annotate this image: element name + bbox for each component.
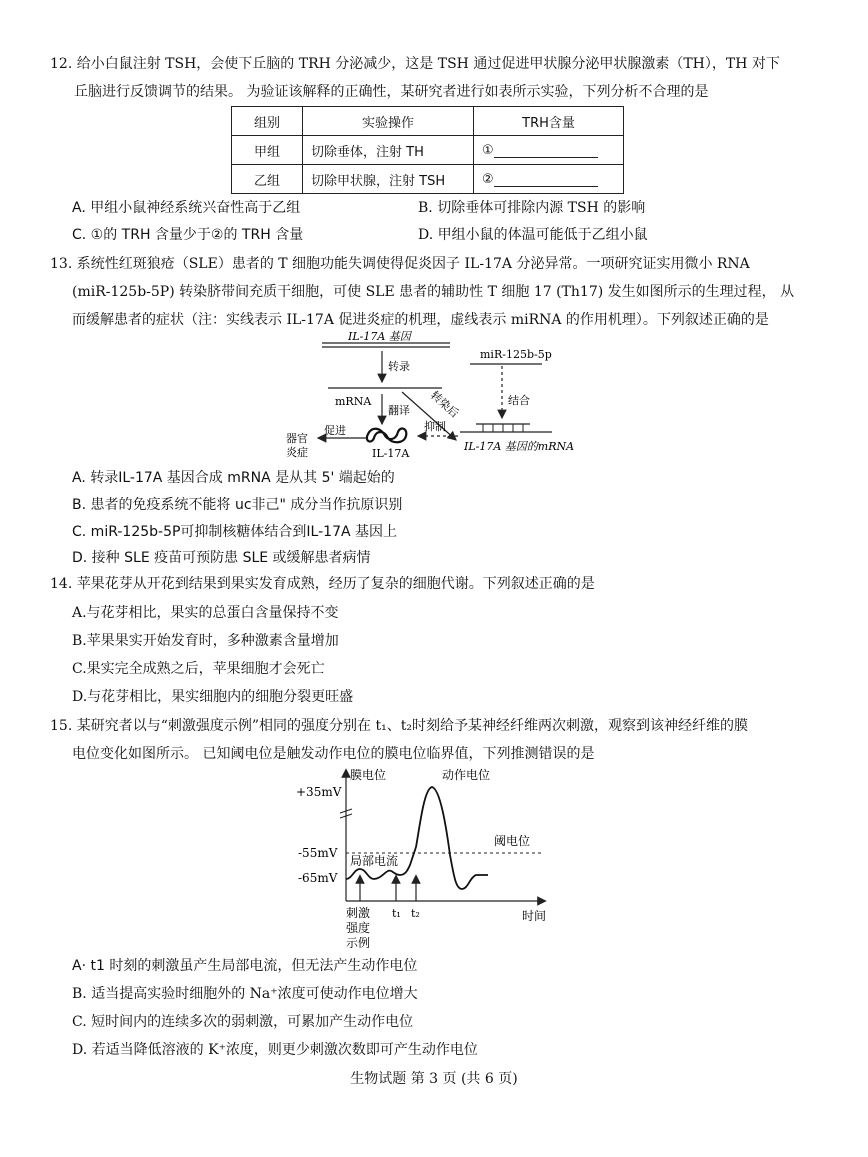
table-cell-operation: 切除垂体，注射 TH xyxy=(303,136,474,165)
q15-stem-line2: 电位变化如图所示。 已知阈电位是触发动作电位的膜电位临界值，下列推测错误的是 xyxy=(72,746,595,762)
table-cell-trh xyxy=(474,136,624,165)
q12-experiment-table xyxy=(231,106,624,194)
q13-stem-line2: (miR-125b-5P) 转染脐带间充质干细胞，可使 SLE 患者的辅助性 T 细胞 17 (Th17) 发生如图所示的生理过程， 从 xyxy=(72,284,795,300)
target-mrna-label: IL-17A 基因的mRNA xyxy=(464,440,575,453)
gene-label: IL-17A 基因 xyxy=(348,330,411,343)
t1-label: t₁ xyxy=(392,907,401,920)
table-cell-operation: 切除甲状腺，注射 TSH xyxy=(303,165,474,194)
stimulus-label-line2: 强度 xyxy=(346,921,371,935)
table-header-operation: 实验操作 xyxy=(303,107,474,136)
tick-label-minus55mv: -55mV xyxy=(298,846,338,860)
mirna-label: miR-125b-5p xyxy=(480,348,552,361)
action-potential-label: 动作电位 xyxy=(442,768,491,782)
q12-stem-line1: 12. 给小白鼠注射 TSH，会使下丘脑的 TRH 分泌减少，这是 TSH 通过促进甲状腺分泌甲状腺激素（TH），TH 对下 xyxy=(50,56,780,72)
page-footer: 生物试题 第 3 页 (共 6 页) xyxy=(350,1071,518,1087)
q12-option-a: A. 甲组小鼠神经系统兴奋性高于乙组 xyxy=(72,200,301,216)
q12-option-b: B. 切除垂体可排除内源 TSH 的影响 xyxy=(418,200,646,216)
il17a-protein-shape xyxy=(367,429,406,443)
inhibit-label: 抑制 xyxy=(424,420,446,433)
answer-blank xyxy=(494,143,598,158)
y-axis-label: 膜电位 xyxy=(350,768,387,782)
q13-option-b: B. 患者的免疫系统不能将 uc非己" 成分当作抗原识别 xyxy=(72,497,403,513)
q15-option-b: B. 适当提高实验时细胞外的 Na⁺浓度可使动作电位增大 xyxy=(72,986,418,1002)
q13-option-c: C. miR-125b-5P可抑制核糖体结合到IL-17A 基因上 xyxy=(72,524,398,540)
q12-stem-line2: 丘脑进行反馈调节的结果。 为验证该解释的正确性，某研究者进行如表所示实验，下列分析不合理的是 xyxy=(74,84,709,100)
membrane-potential-curve xyxy=(346,787,488,889)
protein-label: IL-17A xyxy=(372,447,410,460)
q14-option-b: B.苹果果实开始发育时，多种激素含量增加 xyxy=(72,633,339,649)
q15-option-c: C. 短时间内的连续多次的弱刺激，可累加产生动作电位 xyxy=(72,1014,414,1030)
q13-option-d: D. 接种 SLE 疫苗可预防患 SLE 或缓解患者病情 xyxy=(72,550,371,566)
q15-stem-line1: 15. 某研究者以与“刺激强度示例”相同的强度分别在 t₁、t₂时刻给予某神经纤维两次刺激，观察到该神经纤维的膜 xyxy=(50,718,748,734)
table-header-row xyxy=(232,107,624,136)
translate-label: 翻译 xyxy=(388,404,410,417)
bind-label: 结合 xyxy=(508,394,530,407)
q12-option-c: C. ①的 TRH 含量少于②的 TRH 含量 xyxy=(72,227,304,243)
table-cell-group: 乙组 xyxy=(232,165,303,194)
q13-option-a: A. 转录IL-17A 基因合成 mRNA 是从其 5' 端起始的 xyxy=(72,470,395,486)
tick-label-35mv: +35mV xyxy=(296,785,342,799)
table-header-trh: TRH含量 xyxy=(474,107,624,136)
q14-option-c: C.果实完全成熟之后，苹果细胞才会死亡 xyxy=(72,661,325,677)
organ-label: 器官 xyxy=(286,432,308,445)
promote-label: 促进 xyxy=(324,424,346,437)
q13-mechanism-diagram xyxy=(280,330,600,460)
x-axis-label: 时间 xyxy=(522,909,547,923)
q15-option-a: A· t1 时刻的刺激虽产生局部电流，但无法产生动作电位 xyxy=(72,958,418,974)
transcribe-label: 转录 xyxy=(388,360,410,373)
table-row xyxy=(232,165,624,194)
t2-label: t₂ xyxy=(411,907,420,920)
inflammation-label: 炎症 xyxy=(286,446,308,459)
stimulus-label-line1: 刺激 xyxy=(346,906,371,920)
transfect-label: 转染后 xyxy=(427,388,462,421)
q15-membrane-potential-chart xyxy=(290,765,560,955)
q14-option-d: D.与花芽相比，果实细胞内的细胞分裂更旺盛 xyxy=(72,689,354,705)
mrna-label: mRNA xyxy=(335,395,372,408)
q14-option-a: A.与花芽相比，果实的总蛋白含量保持不变 xyxy=(72,605,339,621)
q13-stem-line3: 而缓解患者的症状（注：实线表示 IL-17A 促进炎症的机理，虚线表示 miRNA 的作用机理）。下列叙述正确的是 xyxy=(72,312,769,328)
stimulus-label-line3: 示例 xyxy=(346,936,371,950)
answer-blank xyxy=(494,172,598,187)
blank-mark: ② xyxy=(482,171,494,187)
local-current-label: 局部电流 xyxy=(350,854,399,868)
threshold-label: 阈电位 xyxy=(494,834,531,848)
tick-label-minus65mv: -65mV xyxy=(298,871,338,885)
table-cell-trh xyxy=(474,165,624,194)
table-row xyxy=(232,136,624,165)
blank-mark: ① xyxy=(482,142,494,158)
q12-option-d: D. 甲组小鼠的体温可能低于乙组小鼠 xyxy=(418,227,648,243)
table-cell-group: 甲组 xyxy=(232,136,303,165)
q13-stem-line1: 13. 系统性红斑狼疮（SLE）患者的 T 细胞功能失调使得促炎因子 IL-17A 分泌异常。一项研究证实用微小 RNA xyxy=(50,256,750,272)
q15-option-d: D. 若适当降低溶液的 K⁺浓度，则更少刺激次数即可产生动作电位 xyxy=(72,1042,478,1058)
q14-stem: 14. 苹果花芽从开花到结果到果实发育成熟，经历了复杂的细胞代谢。下列叙述正确的是 xyxy=(50,576,595,592)
table-header-group: 组别 xyxy=(232,107,303,136)
